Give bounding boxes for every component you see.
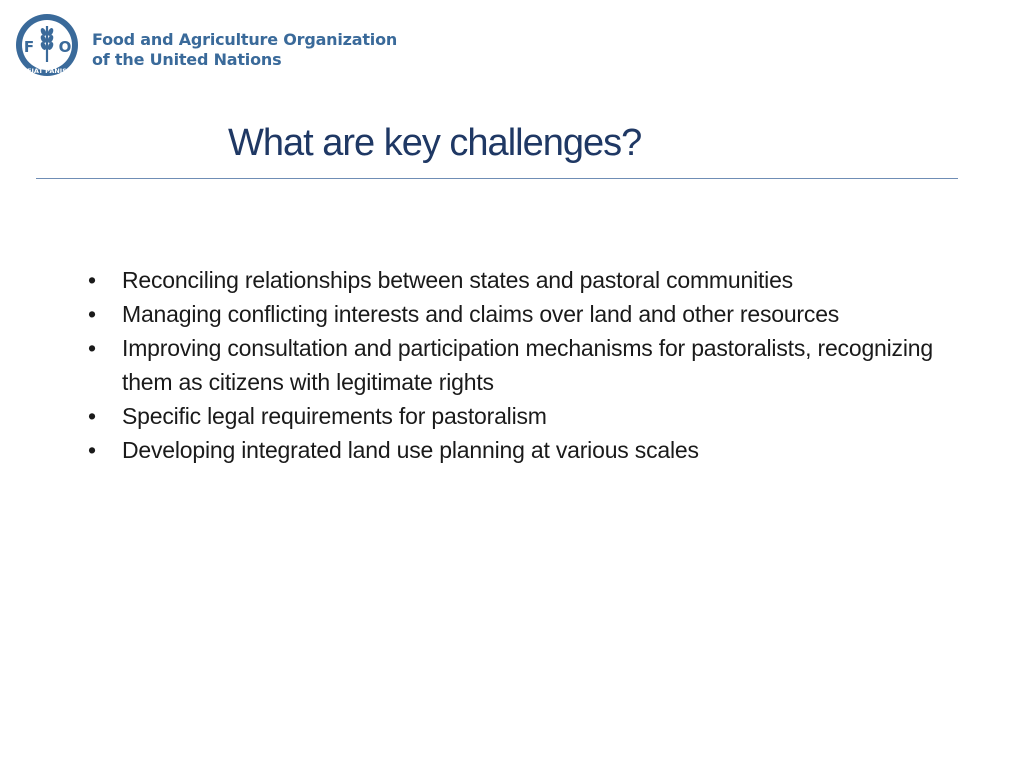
fao-logo (14, 12, 80, 78)
bullet-item (88, 399, 968, 433)
bullet-text: Developing integrated land use planning at various scales (122, 437, 699, 463)
title-divider (36, 178, 958, 179)
bullet-icon: • (88, 267, 96, 293)
bullet-text: Specific legal requirements for pastoralism (122, 403, 547, 429)
bullet-text: Improving consultation and participation mechanisms for pastoralists, recognizing them as citizens with legitimate rights (122, 335, 933, 395)
slide-title: What are key challenges? (228, 122, 642, 164)
bullet-icon: • (88, 437, 96, 463)
org-name-line-1: Food and Agriculture Organization (92, 30, 398, 49)
bullet-item (88, 263, 968, 297)
bullet-icon: • (88, 335, 96, 361)
svg-text:FIAT PANIS: FIAT PANIS (27, 67, 67, 75)
bullet-text: Reconciling relationships between states and pastoral communities (122, 267, 793, 293)
svg-text:O: O (58, 38, 72, 56)
bullet-icon: • (88, 403, 96, 429)
svg-text:F: F (23, 38, 35, 56)
organization-name (92, 30, 397, 70)
bullet-text: Managing conflicting interests and claims over land and other resources (122, 301, 840, 327)
bullet-icon: • (88, 301, 96, 327)
bullet-item (88, 331, 968, 399)
bullet-list (88, 263, 968, 467)
org-name-line-2: of the United Nations (92, 50, 282, 69)
bullet-item (88, 297, 968, 331)
bullet-item (88, 433, 968, 467)
